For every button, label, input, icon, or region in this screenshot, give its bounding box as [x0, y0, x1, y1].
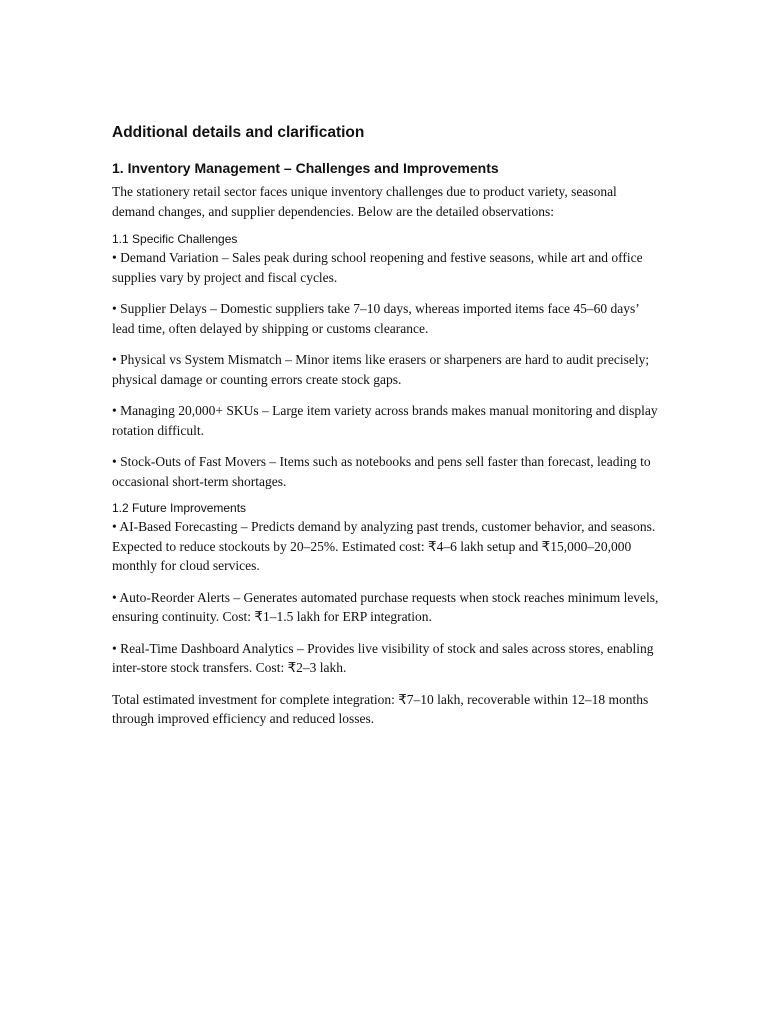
improvement-auto-reorder-alerts: • Auto-Reorder Alerts – Generates automated purchase requests when stock reaches minimum levels, ensuring continuity. Cost: ₹1–1.5 lakh for ERP integration. — [112, 589, 659, 624]
challenge-physical-vs-system-mismatch: • Physical vs System Mismatch – Minor items like erasers or sharpeners are hard to audit precisely; physical damage or counting errors create stock gaps. — [112, 352, 650, 387]
section-intro-paragraph: The stationery retail sector faces unique inventory challenges due to product variety, seasonal demand changes, and supplier dependencies. Below are the detailed observations: — [112, 184, 617, 219]
document-title: Additional details and clarification — [112, 124, 365, 141]
improvement-ai-forecasting: • AI-Based Forecasting – Predicts demand by analyzing past trends, customer behavior, and seasons. Expected to reduce stockouts by 20–25%. Estimated cost: ₹4–6 lakh setup and ₹15,000–20,000 monthly for cloud services. — [112, 519, 656, 573]
investment-summary-paragraph: Total estimated investment for complete integration: ₹7–10 lakh, recoverable within 12–18 months through improved efficiency and reduced losses. — [112, 691, 649, 726]
improvement-dashboard-analytics: • Real-Time Dashboard Analytics – Provides live visibility of stock and sales across stores, enabling inter-store stock transfers. Cost: ₹2–3 lakh. — [112, 640, 654, 675]
subheading-specific-challenges: 1.1 Specific Challenges — [112, 232, 238, 246]
section-heading-inventory-management: 1. Inventory Management – Challenges and Improvements — [112, 160, 499, 176]
challenge-demand-variation: • Demand Variation – Sales peak during school reopening and festive seasons, while art and office supplies vary by project and fiscal cycles. — [112, 250, 643, 285]
challenge-stock-outs: • Stock-Outs of Fast Movers – Items such as notebooks and pens sell faster than forecast, leading to occasional short-term shortages. — [112, 454, 651, 489]
challenge-managing-skus: • Managing 20,000+ SKUs – Large item variety across brands makes manual monitoring and display rotation difficult. — [112, 403, 658, 438]
document-page — [112, 122, 662, 741]
challenge-supplier-delays: • Supplier Delays – Domestic suppliers take 7–10 days, whereas imported items face 45–60 days’ lead time, often delayed by shipping or customs clearance. — [112, 301, 639, 336]
subheading-future-improvements: 1.2 Future Improvements — [112, 501, 247, 515]
